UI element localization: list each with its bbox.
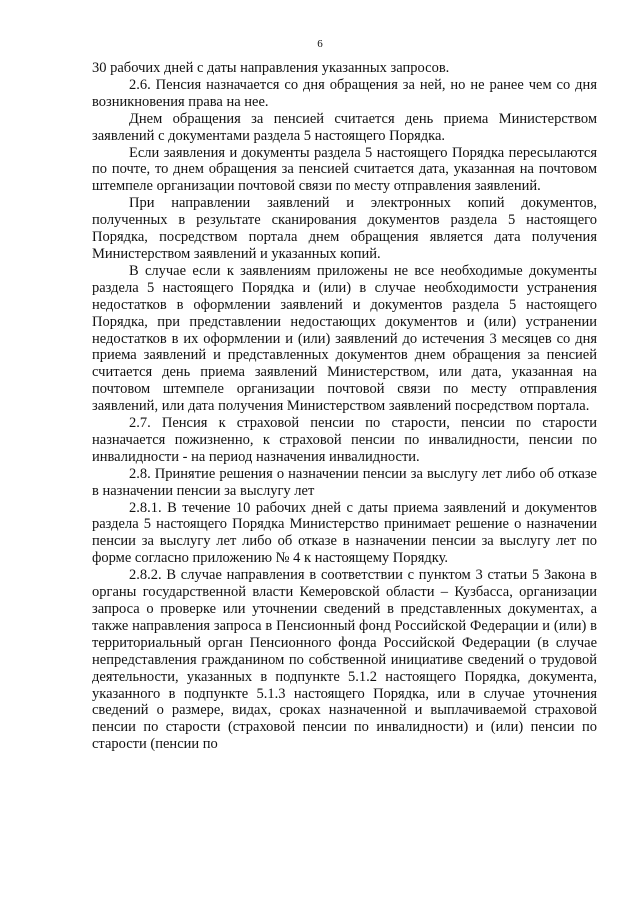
paragraph-4: Если заявления и документы раздела 5 настоящего Порядка пересылаются по почте, то днем обращения за пенсией считается дата, указанная на почтовом штемпеле организации почтовой связи по месту отправления заявлений. [92, 144, 597, 195]
paragraph-1: 30 рабочих дней с даты направления указанных запросов. [92, 60, 450, 76]
paragraph-10: 2.8.2. В случае направления в соответствии с пунктом 3 статьи 5 Закона в органы государственной власти Кемеровской области – Кузбасса, организации запроса о проверке или уточнении сведений в представленных документах, а также направления запроса в Пенсионный фонд Российской Федерации и (или) в территориальный орган Пенсионного фонда Российской Федерации (в случае непредставления гражданином по собственной инициативе сведений о трудовой деятельности, указанных в подпункте 5.1.2 настоящего Порядка, документа, указанного в подпункте 5.1.3 настоящего Порядка, или в случае уточнения сведений о размере, видах, сроках назначенной и выплачиваемой страховой пенсии по старости (страховой пенсии по инвалидности) и (или) пенсии по старости (пенсии по [92, 567, 597, 753]
paragraph-7: 2.7. Пенсия к страховой пенсии по старости, пенсии по старости назначается пожизненно, к страховой пенсии по инвалидности, пенсии по инвалидности - на период назначения инвалидности. [92, 415, 597, 465]
paragraph-2: 2.6. Пенсия назначается со дня обращения за ней, но не ранее чем со дня возникновения права на нее. [92, 76, 597, 110]
paragraph-9: 2.8.1. В течение 10 рабочих дней с даты приема заявлений и документов раздела 5 настоящего Порядка Министерство принимает решение о назначении пенсии за выслугу лет либо об отказе в назначении пенсии за выслугу лет по форме согласно приложению № 4 к настоящему Порядку. [92, 499, 597, 567]
paragraph-5: При направлении заявлений и электронных копий документов, полученных в результате сканирования документов раздела 5 настоящего Порядка, посредством портала днем обращения является дата получения Министерством заявлений и указанных копий. [92, 195, 597, 262]
paragraph-8: 2.8. Принятие решения о назначении пенсии за выслугу лет либо об отказе в назначении пенсии за выслугу лет [92, 465, 597, 499]
paragraph-3: Днем обращения за пенсией считается день приема Министерством заявлений с документами раздела 5 настоящего Порядка. [92, 110, 597, 144]
document-body [92, 60, 597, 753]
page-number: 6 [317, 38, 323, 50]
paragraph-6: В случае если к заявлениям приложены не все необходимые документы раздела 5 настоящего Порядка и (или) в случае необходимости устранения недостатков в оформлении заявлений и документов раздела 5 настоящего Порядка, при представлении недостающих документов и (или) устранении недостатков в их оформлении и (или) заявлений до истечения 3 месяцев со дня приема заявлений и представленных документов днем обращения за пенсией считается день приема заявлений Министерством, или дата, указанная на почтовом штемпеле организации почтовой связи по месту отправления заявлений, или дата получения Министерством заявлений посредством портала. [92, 262, 597, 415]
